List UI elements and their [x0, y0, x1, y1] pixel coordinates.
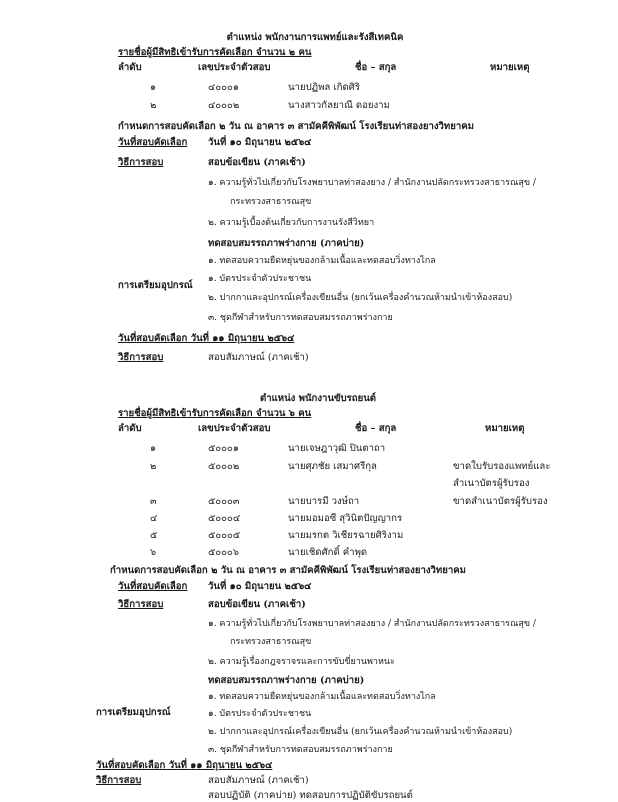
col-header-exam-id: เลขประจำตัวสอบ — [198, 62, 271, 73]
table-row-no: ๒ — [150, 461, 157, 472]
equipment-item: ๓. ชุดกีฬาสำหรับการทดสอบสมรรถภาพร่างกาย — [208, 745, 393, 755]
table-row-remark: ขาดใบรับรองแพทย์และ — [453, 461, 551, 472]
table-row-no: ๒ — [150, 100, 157, 111]
table-row-name: นายบารมี วงษ์ถา — [288, 496, 360, 507]
section2-day2-line: วันที่สอบคัดเลือก วันที่ ๑๑ มิถุนายน ๒๕๖๔ — [96, 760, 273, 771]
table-row-exam-id: ๕๐๐๐๕ — [208, 530, 241, 541]
section1-day1-label: วันที่สอบคัดเลือก — [118, 137, 188, 148]
section1-day2-line: วันที่สอบคัดเลือก วันที่ ๑๑ มิถุนายน ๒๕๖๔ — [118, 333, 295, 344]
table-row-name: นายเจษฎาวุฒิ ปินตาถา — [288, 443, 386, 454]
col-header-remark: หมายเหตุ — [490, 62, 530, 73]
section1-list-heading: รายชื่อผู้มีสิทธิเข้ารับการคัดเลือก จำนวน ๒ คน — [118, 47, 312, 58]
table-row-exam-id: ๕๐๐๐๖ — [208, 547, 239, 558]
fitness-item: ๑. ทดสอบความยืดหยุ่นของกล้ามเนื้อและทดสอบวิ่งทางไกล — [208, 256, 436, 266]
written-item: กระทรวงสาธารณสุข — [230, 197, 312, 207]
written-item: กระทรวงสาธารณสุข — [230, 637, 312, 647]
table-row-no: ๑ — [150, 443, 157, 454]
col-header-exam-id: เลขประจำตัวสอบ — [198, 423, 271, 434]
section2-written-heading: สอบข้อเขียน (ภาคเช้า) — [208, 599, 306, 610]
table-row-name: นายศุภชัย เสมาศรีกุล — [288, 461, 377, 472]
table-row-exam-id: ๕๐๐๐๑ — [208, 443, 239, 454]
table-row-exam-id: ๕๐๐๐๔ — [208, 513, 241, 524]
col-header-no: ลำดับ — [118, 423, 142, 434]
section2-day2-method-label: วิธีการสอบ — [96, 775, 142, 786]
equipment-item: ๒. ปากกาและอุปกรณ์เครื่องเขียนอื่น (ยกเว้นเครื่องคำนวณห้ามนำเข้าห้องสอบ) — [208, 293, 513, 303]
section2-day2-method: สอบสัมภาษณ์ (ภาคเช้า) — [208, 775, 309, 786]
section1-schedule: กำหนดการสอบคัดเลือก ๒ วัน ณ อาคาร ๓ สามัคคีพิพัฒน์ โรงเรียนท่าสองยางวิทยาคม — [118, 121, 474, 132]
section2-day1-date: วันที่ ๑๐ มิถุนายน ๒๕๖๔ — [208, 581, 312, 592]
section2-day2-method-extra: สอบปฏิบัติ (ภาคบ่าย) ทดสอบการปฏิบัติขับรถยนต์ — [208, 790, 413, 801]
section1-written-heading: สอบข้อเขียน (ภาคเช้า) — [208, 157, 306, 168]
section2-list-heading: รายชื่อผู้มีสิทธิเข้ารับการคัดเลือก จำนวน ๖ คน — [118, 408, 312, 419]
col-header-name: ชื่อ – สกุล — [355, 423, 397, 434]
section2-day1-label: วันที่สอบคัดเลือก — [118, 581, 188, 592]
table-row-name: นายมอมอซี สุวินิตปัญญากร — [288, 513, 403, 524]
fitness-item: ๑. ทดสอบความยืดหยุ่นของกล้ามเนื้อและทดสอบวิ่งทางไกล — [208, 692, 436, 702]
section1-title: ตำแหน่ง พนักงานการแพทย์และรังสีเทคนิค — [226, 32, 404, 43]
section1-method-label: วิธีการสอบ — [118, 157, 164, 168]
table-row-no: ๖ — [150, 547, 157, 558]
table-row-name: นายมรกต วิเชียรฉายศิริงาม — [288, 530, 404, 541]
table-row-no: ๔ — [150, 513, 158, 524]
table-row-name: นางสาวกัลยาณี ดอยงาม — [288, 100, 390, 111]
equipment-item: ๑. บัตรประจำตัวประชาชน — [208, 274, 312, 284]
section1-equipment-label: การเตรียมอุปกรณ์ — [118, 280, 193, 291]
table-row-name: นายเชิดศักดิ์ คำพุด — [288, 547, 368, 558]
col-header-no: ลำดับ — [118, 62, 142, 73]
table-row-name: นายปฏิพล เกิดศิริ — [288, 82, 360, 93]
section2-equipment-label: การเตรียมอุปกรณ์ — [96, 707, 171, 718]
section1-fitness-heading: ทดสอบสมรรถภาพร่างกาย (ภาคบ่าย) — [208, 238, 365, 249]
col-header-name: ชื่อ – สกุล — [355, 62, 397, 73]
equipment-item: ๒. ปากกาและอุปกรณ์เครื่องเขียนอื่น (ยกเว้นเครื่องคำนวณห้ามนำเข้าห้องสอบ) — [208, 727, 513, 737]
table-row-remark: สำเนาบัตรผู้รับรอง — [453, 478, 530, 489]
section1-day1-date: วันที่ ๑๐ มิถุนายน ๒๕๖๔ — [208, 137, 312, 148]
written-item: ๒. ความรู้เบื้องต้นเกี่ยวกับการงานรังสีวิทยา — [208, 218, 375, 228]
section2-method-label: วิธีการสอบ — [118, 599, 164, 610]
table-row-exam-id: ๔๐๐๐๑ — [208, 82, 239, 93]
table-row-exam-id: ๕๐๐๐๒ — [208, 461, 240, 472]
written-item: ๑. ความรู้ทั่วไปเกี่ยวกับโรงพยาบาลท่าสองยาง / สำนักงานปลัดกระทรวงสาธารณสุข / — [208, 619, 536, 629]
equipment-item: ๑. บัตรประจำตัวประชาชน — [208, 709, 312, 719]
equipment-item: ๓. ชุดกีฬาสำหรับการทดสอบสมรรถภาพร่างกาย — [208, 313, 393, 323]
table-row-exam-id: ๔๐๐๐๒ — [208, 100, 240, 111]
section2-fitness-heading: ทดสอบสมรรถภาพร่างกาย (ภาคบ่าย) — [208, 675, 365, 686]
table-row-exam-id: ๕๐๐๐๓ — [208, 496, 240, 507]
section2-schedule: กำหนดการสอบคัดเลือก ๒ วัน ณ อาคาร ๓ สามัคคีพิพัฒน์ โรงเรียนท่าสองยางวิทยาคม — [110, 565, 466, 576]
table-row-no: ๕ — [150, 530, 158, 541]
table-row-remark: ขาดสำเนาบัตรผู้รับรอง — [453, 496, 548, 507]
table-row-no: ๑ — [150, 82, 157, 93]
section2-title: ตำแหน่ง พนักงานขับรถยนต์ — [259, 393, 377, 404]
section1-day2-method: สอบสัมภาษณ์ (ภาคเช้า) — [208, 352, 309, 363]
written-item: ๒. ความรู้เรื่องกฎจราจรและการขับขี่ยานพาหนะ — [208, 657, 395, 667]
written-item: ๑. ความรู้ทั่วไปเกี่ยวกับโรงพยาบาลท่าสองยาง / สำนักงานปลัดกระทรวงสาธารณสุข / — [208, 178, 536, 188]
section1-day2-method-label: วิธีการสอบ — [118, 352, 164, 363]
table-row-no: ๓ — [150, 496, 157, 507]
col-header-remark: หมายเหตุ — [485, 423, 525, 434]
